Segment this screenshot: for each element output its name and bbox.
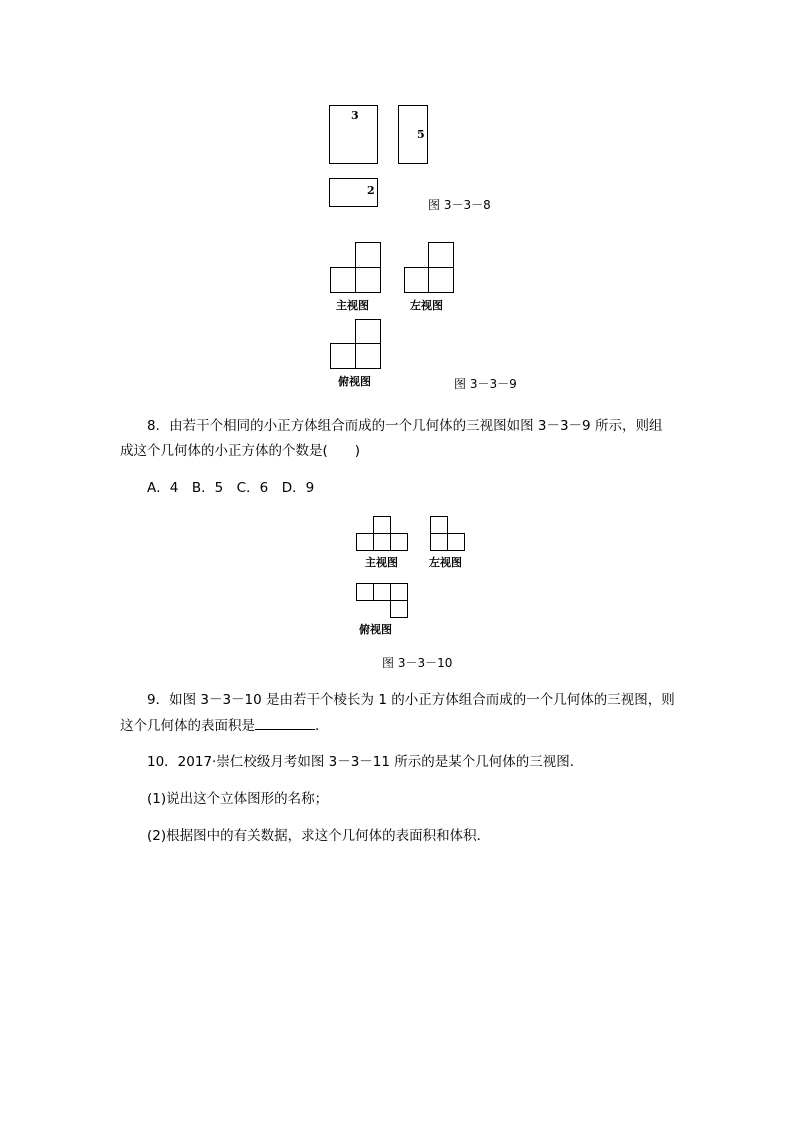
answer-blank[interactable] — [255, 717, 315, 730]
left-view-cell — [430, 516, 448, 534]
top-view-cell — [373, 583, 391, 601]
question-8-line-2: 成这个几何体的小正方体的个数是( ) — [120, 443, 361, 459]
question-9-line-1: 9．如图 3－3－10 是由若干个棱长为 1 的小正方体组合而成的一个几何体的三视图，则 — [147, 692, 675, 708]
top-view-cell — [390, 600, 408, 618]
left-view-cell — [428, 267, 454, 293]
front-view-cell — [356, 533, 374, 551]
front-view-label: 主视图 — [336, 299, 369, 312]
top-view-cell — [356, 583, 374, 601]
question-8-options: A．4 B．5 C．6 D．9 — [147, 480, 315, 496]
left-view-cell — [428, 242, 454, 268]
left-view-cell — [447, 533, 465, 551]
top-view-cell — [355, 343, 381, 369]
side-view-dimension: 5 — [417, 128, 425, 141]
question-10-line-1: 10．2017·崇仁校级月考如图 3－3－11 所示的是某个几何体的三视图． — [147, 754, 584, 770]
left-view-label: 左视图 — [429, 556, 462, 569]
front-view-cell — [355, 267, 381, 293]
front-view-cell — [390, 533, 408, 551]
figure-caption: 图 3－3－9 — [454, 377, 517, 391]
top-view-cell — [390, 583, 408, 601]
left-view-cell — [430, 533, 448, 551]
top-view-cell — [330, 343, 356, 369]
question-9-text: 这个几何体的表面积是 — [120, 718, 255, 734]
question-9-line-2 — [120, 717, 329, 734]
front-view-dimension: 3 — [351, 109, 359, 122]
front-view-cell — [330, 267, 356, 293]
front-view-label: 主视图 — [365, 556, 398, 569]
left-view-cell — [404, 267, 430, 293]
top-view-label: 俯视图 — [338, 375, 371, 388]
top-view-cell — [355, 319, 381, 344]
front-view-cell — [355, 242, 381, 268]
question-10-part-2: (2)根据图中的有关数据，求这个几何体的表面积和体积． — [147, 828, 491, 844]
question-9-period: ． — [315, 718, 329, 734]
figure-caption: 图 3－3－10 — [382, 656, 453, 670]
front-view-cell — [373, 533, 391, 551]
front-view-cell — [373, 516, 391, 534]
top-view-label: 俯视图 — [359, 623, 392, 636]
left-view-label: 左视图 — [410, 299, 443, 312]
question-10-part-1: (1)说出这个立体图形的名称； — [147, 791, 329, 807]
question-8-line-1: 8．由若干个相同的小正方体组合而成的一个几何体的三视图如图 3－3－9 所示，则组 — [147, 418, 663, 434]
top-view-dimension: 2 — [367, 184, 375, 197]
figure-caption: 图 3－3－8 — [428, 198, 491, 212]
